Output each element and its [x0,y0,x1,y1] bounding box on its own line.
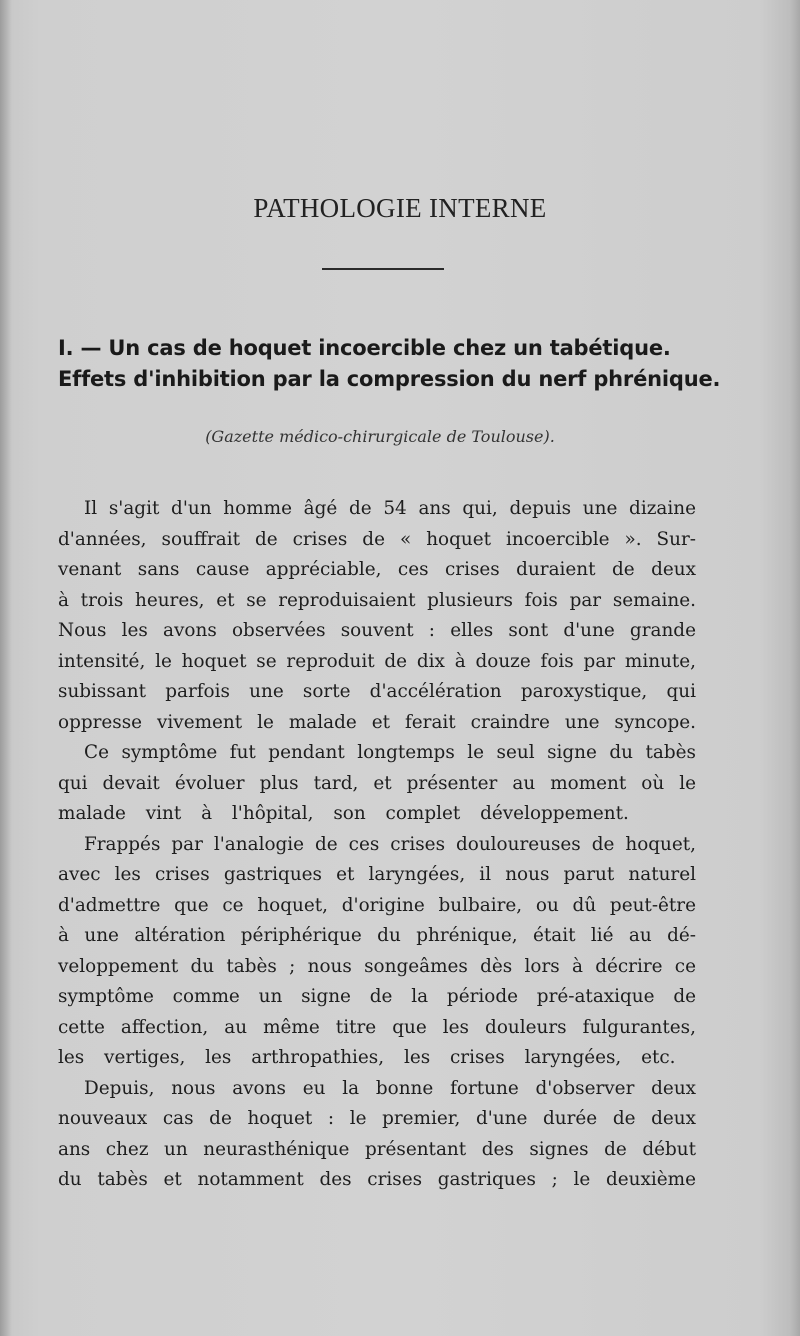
title-rule [322,268,444,270]
text-line: à une altération périphérique du phrénique, était lié au dé- [58,925,696,946]
text-line: symptôme comme un signe de la période pré-ataxique de [58,986,697,1007]
article-heading-line-2: Effets d'inhibition par la compression du nerf phrénique. [58,367,721,391]
text-line: d'admettre que ce hoquet, d'origine bulbaire, ou dû peut-être [58,894,696,916]
text-line: Il s'agit d'un homme âgé de 54 ans qui, depuis une dizaine [84,498,696,519]
text-line: malade vint à l'hôpital, son complet développement. [58,803,629,824]
text-line: intensité, le hoquet se reproduit de dix à douze fois par minute, [58,650,697,672]
text-line: Depuis, nous avons eu la bonne fortune d'observer deux [84,1077,697,1099]
paragraph-2 [58,738,696,830]
text-line: venant sans cause appréciable, ces crises duraient de deux [58,559,696,580]
section-title: PATHOLOGIE INTERNE [253,193,547,223]
text-line: qui devait évoluer plus tard, et présenter au moment où le [58,772,696,794]
paragraph-4 [58,1074,696,1196]
text-line: avec les crises gastriques et laryngées, il nous parut naturel [58,864,696,885]
text-line: à trois heures, et se reproduisaient plusieurs fois par semaine. [58,589,696,611]
text-line: ans chez un neurasthénique présentant des signes de début [58,1138,697,1160]
source-citation: (Gazette médico-chirurgicale de Toulouse). [205,427,555,446]
text-line: d'années, souffrait de crises de « hoquet incoercible ». Sur- [58,528,696,550]
text-line: Nous les avons observées souvent : elles sont d'une grande [58,620,696,641]
text-line: du tabès et notamment des crises gastriques ; le deuxième [58,1169,696,1190]
text-line: oppresse vivement le malade et ferait craindre une syncope. [58,711,696,733]
text-line: Frappés par l'analogie de ces crises douloureuses de hoquet, [84,833,697,855]
text-line: Ce symptôme fut pendant longtemps le seul signe du tabès [84,742,696,763]
text-line: cette affection, au même titre que les douleurs fulgurantes, [58,1016,696,1038]
text-line: subissant parfois une sorte d'accélération paroxystique, qui [58,681,696,702]
text-line: les vertiges, les arthropathies, les crises laryngées, etc. [58,1047,676,1068]
paragraph-1 [58,494,696,738]
paragraph-3 [58,830,696,1074]
article-heading-line-1: I. — Un cas de hoquet incoercible chez un tabétique. [58,336,671,360]
body-text [58,494,696,1196]
text-line: nouveaux cas de hoquet : le premier, d'une durée de deux [58,1108,696,1129]
text-line: veloppement du tabès ; nous songeâmes dès lors à décrire ce [58,955,696,977]
